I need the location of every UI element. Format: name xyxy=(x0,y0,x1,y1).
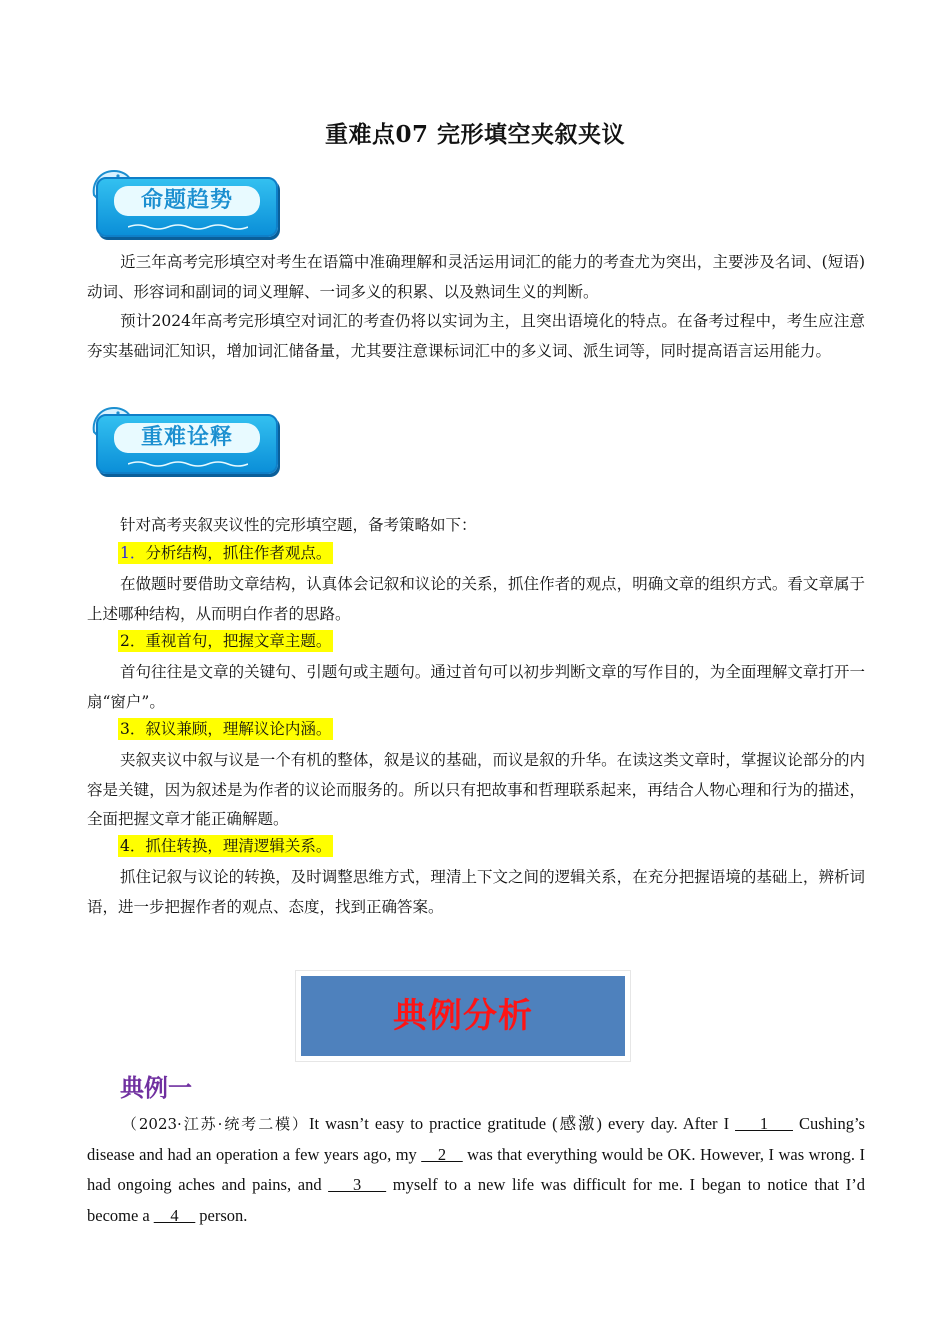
example-source: （2023·江苏·统考二模） xyxy=(120,1115,309,1133)
strategy-body-4: 抓住记叙与议论的转换，及时调整思维方式，理清上下文之间的逻辑关系，在充分把握语境的基础上，辨析词语，进一步把握作者的观点、态度，找到正确答案。 xyxy=(87,868,865,916)
wave-decoration xyxy=(128,460,248,468)
blank-2: __2__ xyxy=(421,1144,463,1164)
badge-label-trend: 命题趋势 xyxy=(114,186,260,216)
strategy-intro: 针对高考夹叙夹议性的完形填空题，备考策略如下： xyxy=(120,516,477,534)
example-heading: 典例一 xyxy=(120,1074,192,1102)
strategy-body-3: 夹叙夹议中叙与议是一个有机的整体，叙是议的基础，而议是叙的升华。在读这类文章时，掌握议论部分的内容是关键，因为叙述是为作者的议论而服务的。所以只有把故事和哲理联系起来，再结合人物心理和行为的描述，全面把握文章才能正确解题。 xyxy=(87,751,865,828)
strategy-heading-2: 2．重视首句，把握文章主题。 xyxy=(120,632,332,650)
trend-paragraph-2: 预计2024年高考完形填空对词汇的考查仍将以实词为主，且突出语境化的特点。在备考过程中，考生应注意夯实基础词汇知识，增加词汇储备量，尤其要注意课标词汇中的多义词、派生词等，同时提高语言运用能力。 xyxy=(87,312,865,360)
strategy-body-1: 在做题时要借助文章结构，认真体会记叙和议论的关系，抓住作者的观点，明确文章的组织方式。看文章属于上述哪种结构，从而明白作者的思路。 xyxy=(87,575,865,623)
blank-1: ___1___ xyxy=(735,1114,793,1133)
strategy-heading-4: 4．抓住转换，理清逻辑关系。 xyxy=(120,837,332,855)
section-badge-explain xyxy=(88,402,278,474)
strategy-heading-3: 3．叙议兼顾，理解议论内涵。 xyxy=(120,720,332,738)
page-title: 重难点07 完形填空夹叙夹议 xyxy=(324,121,625,148)
section-badge-trend xyxy=(88,165,278,237)
blank-4: __4__ xyxy=(153,1205,196,1225)
badge-label-explain: 重难诠释 xyxy=(114,423,260,453)
banner-label: 典例分析 xyxy=(301,976,625,1056)
strategy-body-2: 首句往往是文章的关键句、引题句或主题句。通过首句可以初步判断文章的写作目的，为全面理解文章打开一扇“窗户”。 xyxy=(87,663,865,711)
example-analysis-banner xyxy=(296,971,630,1061)
example-passage: （2023·江苏·统考二模）It wasn’t easy to practice gratitude (感激) every day. After I ___1___ Cushing’s disease and had an operation a few years ago, my __2__ was that everything would be OK. However, I was wrong. I had ongoing aches and pains, and ___3___ myself to a new life was difficult for me. I began to notice that I’d become a __4__ person. xyxy=(87,1114,865,1225)
blank-3: ___3___ xyxy=(328,1175,387,1194)
strategy-heading-1: 1．分析结构，抓住作者观点。 xyxy=(120,544,332,562)
trend-paragraph-1: 近三年高考完形填空对考生在语篇中准确理解和灵活运用词汇的能力的考查尤为突出，主要涉及名词、(短语)动词、形容词和副词的词义理解、一词多义的积累、以及熟词生义的判断。 xyxy=(87,253,865,301)
wave-decoration xyxy=(128,223,248,231)
